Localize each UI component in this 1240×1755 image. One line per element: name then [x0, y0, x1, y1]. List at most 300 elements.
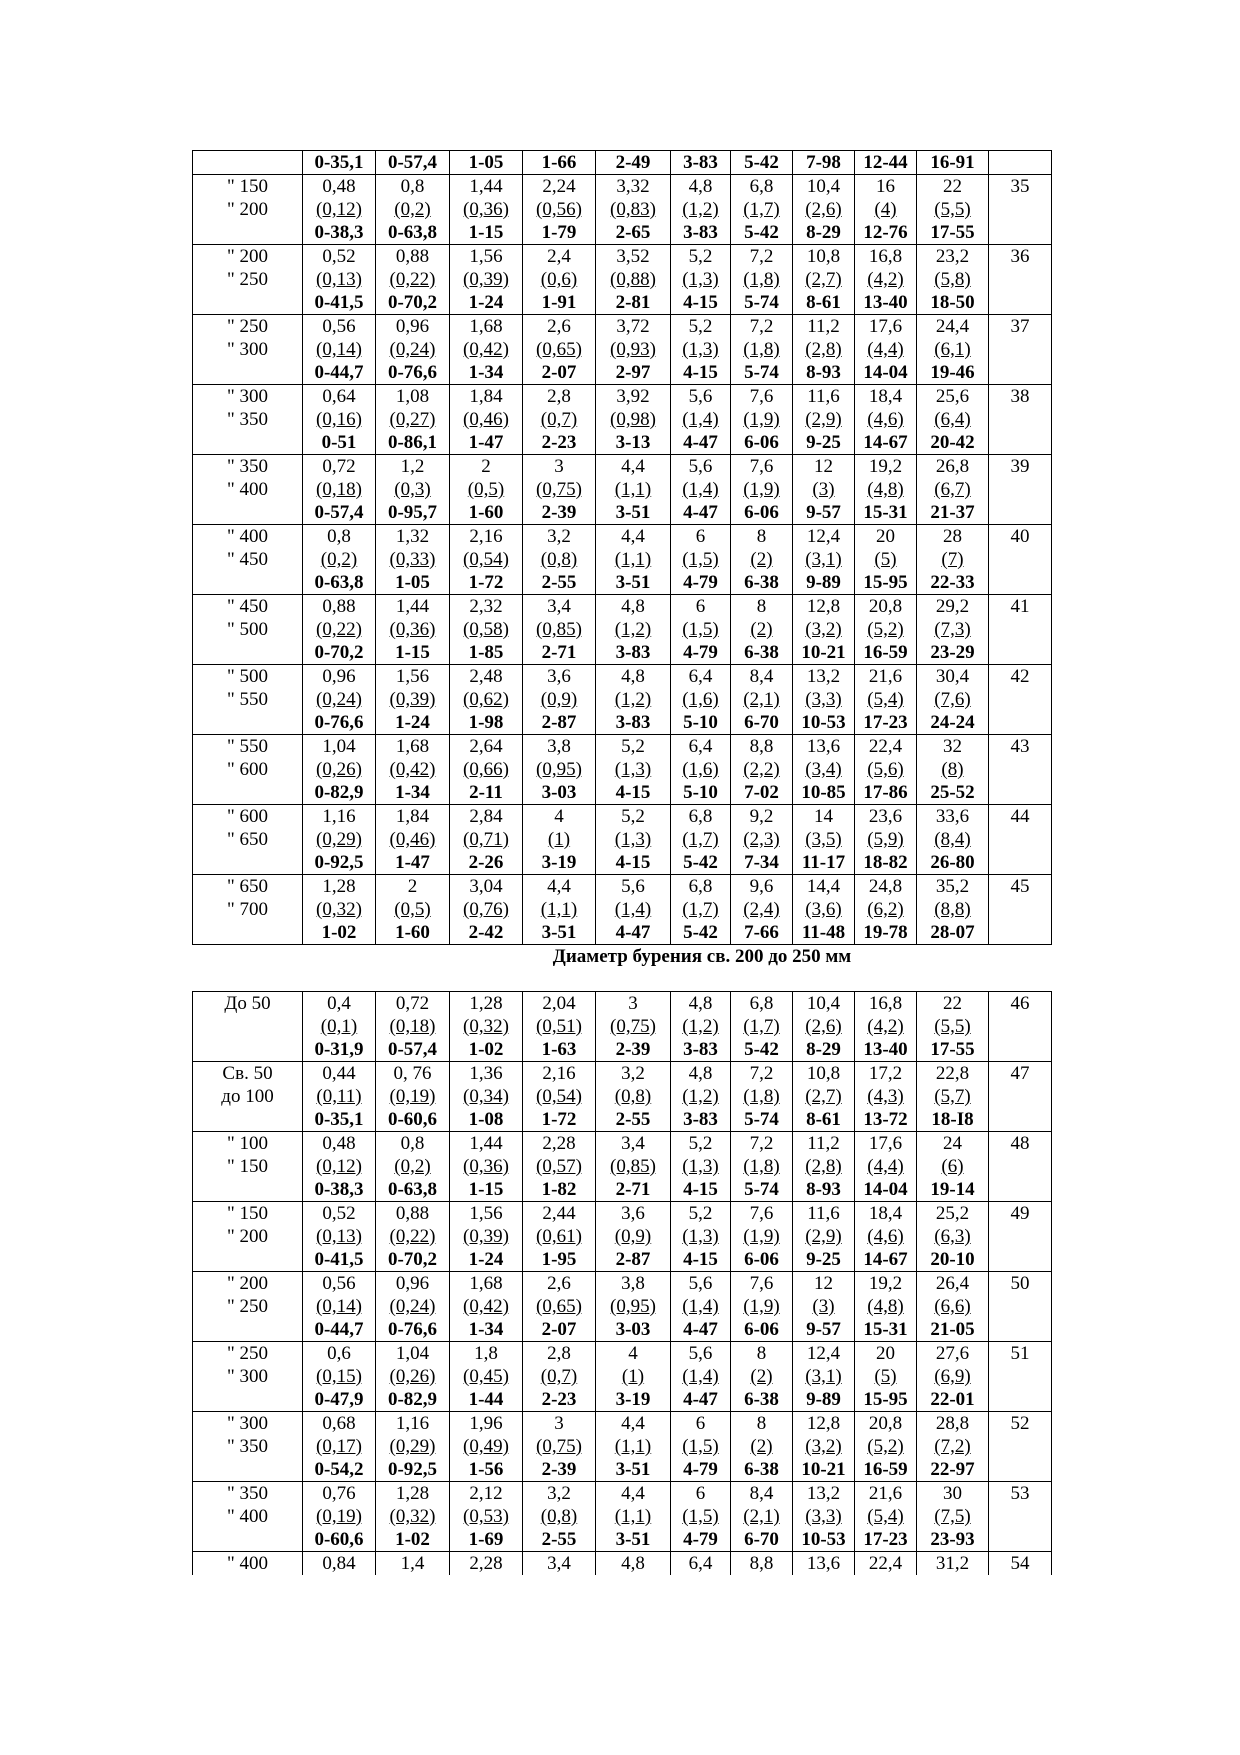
- time-norm-value: 10,4: [806, 993, 841, 1014]
- time-norm-secondary: (3,1): [805, 549, 842, 570]
- price-value: 4-79: [683, 642, 718, 663]
- value-cell: [450, 665, 523, 735]
- value-cell: [376, 151, 450, 175]
- value-cell: [731, 1342, 793, 1412]
- price-value: 5-74: [744, 1179, 779, 1200]
- price-value: 2-87: [615, 1249, 651, 1270]
- price-value: 2-97: [615, 362, 651, 383]
- time-norm-secondary: (2): [750, 1366, 773, 1387]
- time-norm-value: 13,6: [806, 736, 841, 757]
- value-cell: [596, 1412, 671, 1482]
- value-cell: [303, 1132, 376, 1202]
- time-norm-value: 13,2: [806, 666, 841, 687]
- range-from: " 400: [226, 1553, 268, 1574]
- range-cell: [193, 1342, 303, 1412]
- time-norm-value: 7,6: [749, 456, 774, 477]
- time-norm-value: 9,2: [749, 806, 774, 827]
- price-value: 4-79: [683, 1529, 718, 1550]
- price-value: 9-89: [806, 572, 841, 593]
- time-norm-secondary: (1,4): [682, 1366, 719, 1387]
- price-value: 19-14: [930, 1179, 975, 1200]
- price-value: 1-24: [468, 292, 504, 313]
- time-norm-value: 1,84: [469, 386, 503, 407]
- time-norm-secondary: (0,12): [316, 199, 362, 220]
- range-cell: [193, 875, 303, 945]
- time-norm-secondary: (1,7): [682, 829, 719, 850]
- price-value: 1-82: [541, 1179, 577, 1200]
- price-value: 5-42: [683, 922, 718, 943]
- row-number-cell: [989, 1132, 1052, 1202]
- time-norm-secondary: (1,4): [614, 899, 652, 920]
- value-cell: [596, 1552, 671, 1576]
- price-value: 26-80: [930, 852, 975, 873]
- value-cell: [376, 1272, 450, 1342]
- price-value: 16-91: [930, 152, 975, 173]
- value-cell: [523, 455, 596, 525]
- price-value: 0-95,7: [387, 502, 438, 523]
- time-norm-secondary: (2,8): [805, 339, 842, 360]
- price-value: 0-35,1: [314, 152, 364, 173]
- time-norm-value: 0,8: [327, 526, 351, 547]
- price-value: 19-78: [863, 922, 908, 943]
- time-norm-secondary: (0,9): [614, 1226, 652, 1247]
- row-number-cell: [989, 1552, 1052, 1576]
- time-norm-value: 5,2: [688, 246, 713, 267]
- value-cell: [855, 385, 917, 455]
- price-value: 0-60,6: [314, 1529, 364, 1550]
- time-norm-secondary: (4,6): [867, 409, 904, 430]
- range-to: " 300: [226, 339, 268, 360]
- time-norm-secondary: (1,4): [682, 1296, 719, 1317]
- row-number: 35: [1010, 176, 1030, 197]
- time-norm-value: 5,2: [688, 316, 713, 337]
- time-norm-value: 3,4: [621, 1133, 645, 1154]
- value-cell: [731, 151, 793, 175]
- price-value: 7-66: [744, 922, 779, 943]
- value-cell: [855, 1552, 917, 1576]
- price-value: 1-91: [541, 292, 577, 313]
- value-cell: [917, 595, 989, 665]
- value-cell: [596, 315, 671, 385]
- price-value: 14-04: [863, 362, 908, 383]
- price-value: 15-31: [863, 502, 908, 523]
- value-cell: [917, 875, 989, 945]
- price-value: 2-39: [541, 502, 577, 523]
- time-norm-value: 3,6: [547, 666, 571, 687]
- value-cell: [303, 151, 376, 175]
- time-norm-value: 20,8: [868, 1413, 903, 1434]
- price-value: 1-02: [395, 1529, 430, 1550]
- time-norm-secondary: (2,9): [805, 409, 842, 430]
- time-norm-value: 1,28: [322, 876, 356, 897]
- time-norm-secondary: (4,4): [867, 1156, 904, 1177]
- price-value: 0-35,1: [314, 1109, 364, 1130]
- price-value: 0-76,6: [314, 712, 364, 733]
- value-cell: [671, 875, 731, 945]
- value-cell: [376, 665, 450, 735]
- table-row: [193, 735, 1052, 805]
- table-row: [193, 455, 1052, 525]
- time-norm-secondary: (0,8): [540, 549, 578, 570]
- time-norm-value: 2,6: [547, 316, 571, 337]
- price-value: 0-70,2: [387, 292, 438, 313]
- time-norm-value: 6: [695, 1413, 706, 1434]
- range-cell: [193, 385, 303, 455]
- price-value: 10-85: [801, 782, 846, 803]
- time-norm-secondary: (5,6): [867, 759, 904, 780]
- price-value: 20-10: [930, 1249, 975, 1270]
- value-cell: [450, 1482, 523, 1552]
- norms-table-page: [192, 150, 1052, 1575]
- value-cell: [596, 595, 671, 665]
- time-norm-value: 29,2: [935, 596, 970, 617]
- time-norm-secondary: (0,26): [389, 1366, 436, 1387]
- time-norm-value: 3,52: [616, 246, 650, 267]
- range-to: " 400: [226, 1506, 268, 1527]
- time-norm-value: 5,2: [688, 1133, 713, 1154]
- table-row: [193, 1342, 1052, 1412]
- time-norm-secondary: (7): [941, 549, 964, 570]
- time-norm-secondary: (2,3): [743, 829, 780, 850]
- value-cell: [671, 1342, 731, 1412]
- price-value: 9-25: [806, 1249, 841, 1270]
- time-norm-secondary: (0,54): [536, 1086, 582, 1107]
- row-number-cell: [989, 1272, 1052, 1342]
- price-value: 9-89: [806, 1389, 841, 1410]
- value-cell: [596, 875, 671, 945]
- value-cell: [596, 665, 671, 735]
- time-norm-value: 1,68: [395, 736, 430, 757]
- time-norm-secondary: (0,8): [540, 1506, 578, 1527]
- price-value: 1-72: [541, 1109, 577, 1130]
- price-value: 1-63: [541, 1039, 577, 1060]
- price-value: 1-95: [541, 1249, 577, 1270]
- value-cell: [731, 1132, 793, 1202]
- price-value: 21-37: [930, 502, 975, 523]
- value-cell: [523, 1062, 596, 1132]
- range-to: " 300: [226, 1366, 268, 1387]
- value-cell: [450, 455, 523, 525]
- time-norm-value: 0,96: [395, 1273, 430, 1294]
- price-value: 3-51: [615, 1459, 651, 1480]
- value-cell: [793, 175, 855, 245]
- time-norm-secondary: (0,83): [610, 199, 656, 220]
- time-norm-value: 4,4: [621, 526, 645, 547]
- range-to: " 200: [226, 1226, 268, 1247]
- row-number-cell: [989, 525, 1052, 595]
- value-cell: [671, 1272, 731, 1342]
- value-cell: [671, 805, 731, 875]
- time-norm-secondary: (1,9): [743, 409, 780, 430]
- value-cell: [855, 245, 917, 315]
- table-row: [193, 1062, 1052, 1132]
- time-norm-secondary: (3,1): [805, 1366, 842, 1387]
- value-cell: [376, 525, 450, 595]
- time-norm-secondary: (1,2): [682, 1086, 719, 1107]
- price-value: 10-53: [801, 1529, 846, 1550]
- time-norm-secondary: (3): [812, 1296, 835, 1317]
- price-value: 0-57,4: [387, 152, 438, 173]
- value-cell: [917, 245, 989, 315]
- time-norm-secondary: (2,2): [743, 759, 780, 780]
- time-norm-secondary: (1,2): [682, 1016, 719, 1037]
- price-value: 0-51: [321, 432, 357, 453]
- time-norm-value: 18,4: [868, 386, 903, 407]
- time-norm-value: 30,4: [935, 666, 970, 687]
- time-norm-value: 7,2: [749, 316, 774, 337]
- price-value: 3-83: [615, 712, 651, 733]
- time-norm-secondary: (8,4): [934, 829, 971, 850]
- time-norm-value: 6: [695, 1483, 706, 1504]
- row-number: 42: [1010, 666, 1030, 687]
- value-cell: [731, 1482, 793, 1552]
- table-row: [193, 665, 1052, 735]
- time-norm-value: 4,8: [688, 1063, 713, 1084]
- time-norm-value: 22,4: [868, 736, 903, 757]
- time-norm-value: 13,6: [806, 1553, 841, 1574]
- time-norm-value: 1,04: [395, 1343, 430, 1364]
- time-norm-value: 13,2: [806, 1483, 841, 1504]
- time-norm-value: 3,4: [547, 596, 571, 617]
- value-cell: [671, 1062, 731, 1132]
- value-cell: [731, 1552, 793, 1576]
- time-norm-secondary: (1,7): [743, 199, 780, 220]
- value-cell: [793, 1342, 855, 1412]
- value-cell: [671, 385, 731, 455]
- time-norm-secondary: (3,3): [805, 1506, 842, 1527]
- time-norm-value: 26,8: [935, 456, 970, 477]
- value-cell: [596, 1202, 671, 1272]
- price-value: 3-51: [541, 922, 577, 943]
- time-norm-value: 4,8: [621, 666, 645, 687]
- time-norm-secondary: (0,32): [389, 1506, 436, 1527]
- row-number-cell: [989, 875, 1052, 945]
- value-cell: [855, 1202, 917, 1272]
- time-norm-value: 12: [814, 1273, 833, 1294]
- value-cell: [303, 315, 376, 385]
- time-norm-secondary: (0,42): [463, 339, 509, 360]
- time-norm-value: 23,6: [868, 806, 903, 827]
- value-cell: [793, 1132, 855, 1202]
- time-norm-secondary: (0,3): [394, 479, 431, 500]
- value-cell: [303, 525, 376, 595]
- time-norm-secondary: (0,7): [540, 1366, 578, 1387]
- time-norm-value: 0,48: [322, 176, 356, 197]
- value-cell: [731, 1272, 793, 1342]
- value-cell: [855, 665, 917, 735]
- time-norm-secondary: (6,1): [934, 339, 971, 360]
- time-norm-secondary: (3,3): [805, 689, 842, 710]
- range-cell: [193, 175, 303, 245]
- value-cell: [917, 1482, 989, 1552]
- price-value: 0-41,5: [314, 1249, 364, 1270]
- value-cell: [596, 1062, 671, 1132]
- time-norm-value: 0,88: [395, 1203, 430, 1224]
- time-norm-secondary: (0,5): [467, 479, 505, 500]
- value-cell: [855, 735, 917, 805]
- time-norm-secondary: (1,8): [743, 1156, 780, 1177]
- table-row-partial: [193, 1552, 1052, 1576]
- value-cell: [596, 1132, 671, 1202]
- time-norm-value: 18,4: [868, 1203, 903, 1224]
- time-norm-value: 8: [756, 596, 767, 617]
- time-norm-value: 4,4: [621, 456, 645, 477]
- time-norm-value: 16: [876, 176, 895, 197]
- time-norm-secondary: (2,7): [805, 269, 842, 290]
- row-number: 51: [1010, 1343, 1030, 1364]
- time-norm-secondary: (0,45): [463, 1366, 509, 1387]
- price-value: 2-49: [615, 152, 651, 173]
- price-value: 1-85: [468, 642, 504, 663]
- time-norm-secondary: (0,65): [536, 339, 582, 360]
- range-from: " 250: [226, 1343, 268, 1364]
- time-norm-secondary: (0,75): [610, 1016, 656, 1037]
- time-norm-value: 1,84: [395, 806, 430, 827]
- price-value: 3-83: [683, 1039, 718, 1060]
- value-cell: [917, 1272, 989, 1342]
- table-row: [193, 175, 1052, 245]
- price-value: 8-61: [806, 292, 841, 313]
- range-cell: [193, 665, 303, 735]
- time-norm-secondary: (1,9): [743, 1226, 780, 1247]
- time-norm-secondary: (0,18): [389, 1016, 436, 1037]
- range-to: " 250: [226, 269, 268, 290]
- price-value: 4-47: [683, 1389, 718, 1410]
- price-value: 4-47: [683, 432, 718, 453]
- time-norm-value: 19,2: [868, 456, 903, 477]
- time-norm-value: 0,48: [322, 1133, 356, 1154]
- price-value: 2-55: [615, 1109, 651, 1130]
- time-norm-value: 6: [695, 526, 706, 547]
- time-norm-value: 1,44: [469, 1133, 503, 1154]
- time-norm-secondary: (0,65): [536, 1296, 582, 1317]
- row-number: 54: [1010, 1553, 1030, 1574]
- price-value: 0-38,3: [314, 222, 364, 243]
- time-norm-secondary: (0,13): [316, 1226, 362, 1247]
- time-norm-value: 11,2: [807, 1133, 840, 1154]
- value-cell: [450, 1132, 523, 1202]
- value-cell: [917, 151, 989, 175]
- time-norm-secondary: (1,4): [682, 479, 719, 500]
- price-value: 4-15: [615, 782, 651, 803]
- range-to: " 250: [226, 1296, 268, 1317]
- table-row: [193, 1482, 1052, 1552]
- time-norm-secondary: (0,11): [316, 1086, 362, 1107]
- time-norm-secondary: (5,2): [867, 619, 904, 640]
- row-number-cell: [989, 992, 1052, 1062]
- value-cell: [671, 1482, 731, 1552]
- price-value: 4-79: [683, 1459, 718, 1480]
- time-norm-secondary: (0,75): [536, 1436, 582, 1457]
- price-value: 0-63,8: [387, 1179, 438, 1200]
- range-to: " 500: [226, 619, 268, 640]
- time-norm-secondary: (0,29): [389, 1436, 436, 1457]
- value-cell: [303, 1482, 376, 1552]
- time-norm-secondary: (4,6): [867, 1226, 904, 1247]
- value-cell: [917, 1202, 989, 1272]
- value-cell: [523, 875, 596, 945]
- time-norm-secondary: (5,4): [867, 1506, 904, 1527]
- time-norm-value: 24: [943, 1133, 962, 1154]
- time-norm-value: 7,2: [749, 246, 774, 267]
- time-norm-value: 12,4: [806, 1343, 841, 1364]
- row-number: 39: [1010, 456, 1030, 477]
- row-number: 43: [1010, 736, 1030, 757]
- price-value: 6-70: [744, 712, 779, 733]
- time-norm-value: 1,56: [469, 246, 503, 267]
- value-cell: [523, 1202, 596, 1272]
- range-cell: [193, 245, 303, 315]
- value-cell: [523, 805, 596, 875]
- time-norm-value: 2,16: [469, 526, 503, 547]
- row-number-cell: [989, 735, 1052, 805]
- time-norm-value: 32: [943, 736, 962, 757]
- price-value: 0-76,6: [387, 362, 438, 383]
- time-norm-secondary: (1,3): [682, 1156, 719, 1177]
- range-cell: [193, 1272, 303, 1342]
- value-cell: [731, 455, 793, 525]
- range-to: " 600: [226, 759, 268, 780]
- price-value: 1-47: [395, 852, 430, 873]
- row-number: 52: [1010, 1413, 1030, 1434]
- time-norm-value: 11,6: [807, 386, 840, 407]
- price-value: 5-42: [683, 852, 718, 873]
- price-value: 1-24: [468, 1249, 504, 1270]
- range-from: " 200: [226, 246, 268, 267]
- time-norm-value: 3,6: [621, 1203, 645, 1224]
- time-norm-value: 2,12: [469, 1483, 503, 1504]
- time-norm-value: 12,4: [806, 526, 841, 547]
- time-norm-value: 1,44: [395, 596, 430, 617]
- table-row: [193, 1202, 1052, 1272]
- range-from: До 50: [224, 993, 271, 1014]
- value-cell: [855, 875, 917, 945]
- range-from: " 200: [226, 1273, 268, 1294]
- range-from: " 600: [226, 806, 268, 827]
- time-norm-value: 3: [554, 1413, 564, 1434]
- time-norm-secondary: (0,34): [463, 1086, 509, 1107]
- time-norm-secondary: (1,8): [743, 339, 780, 360]
- time-norm-secondary: (8): [941, 759, 964, 780]
- time-norm-value: 2,04: [542, 993, 576, 1014]
- time-norm-value: 2,4: [547, 246, 571, 267]
- value-cell: [303, 1342, 376, 1412]
- time-norm-value: 10,8: [806, 1063, 841, 1084]
- price-value: 0-57,4: [387, 1039, 438, 1060]
- value-cell: [596, 175, 671, 245]
- value-cell: [671, 1552, 731, 1576]
- time-norm-secondary: (0,13): [316, 269, 362, 290]
- time-norm-secondary: (0,36): [389, 619, 436, 640]
- value-cell: [793, 245, 855, 315]
- price-value: 22-33: [930, 572, 975, 593]
- value-cell: [731, 805, 793, 875]
- value-cell: [855, 595, 917, 665]
- price-value: 1-60: [468, 502, 504, 523]
- value-cell: [376, 455, 450, 525]
- price-value: 1-44: [468, 1389, 504, 1410]
- time-norm-value: 0,72: [322, 456, 356, 477]
- value-cell: [671, 175, 731, 245]
- value-cell: [793, 315, 855, 385]
- price-value: 15-95: [863, 1389, 908, 1410]
- time-norm-secondary: (0,42): [463, 1296, 509, 1317]
- price-value: 2-71: [541, 642, 577, 663]
- value-cell: [376, 875, 450, 945]
- time-norm-value: 6: [695, 596, 706, 617]
- price-value: 14-04: [863, 1179, 908, 1200]
- value-cell: [671, 1132, 731, 1202]
